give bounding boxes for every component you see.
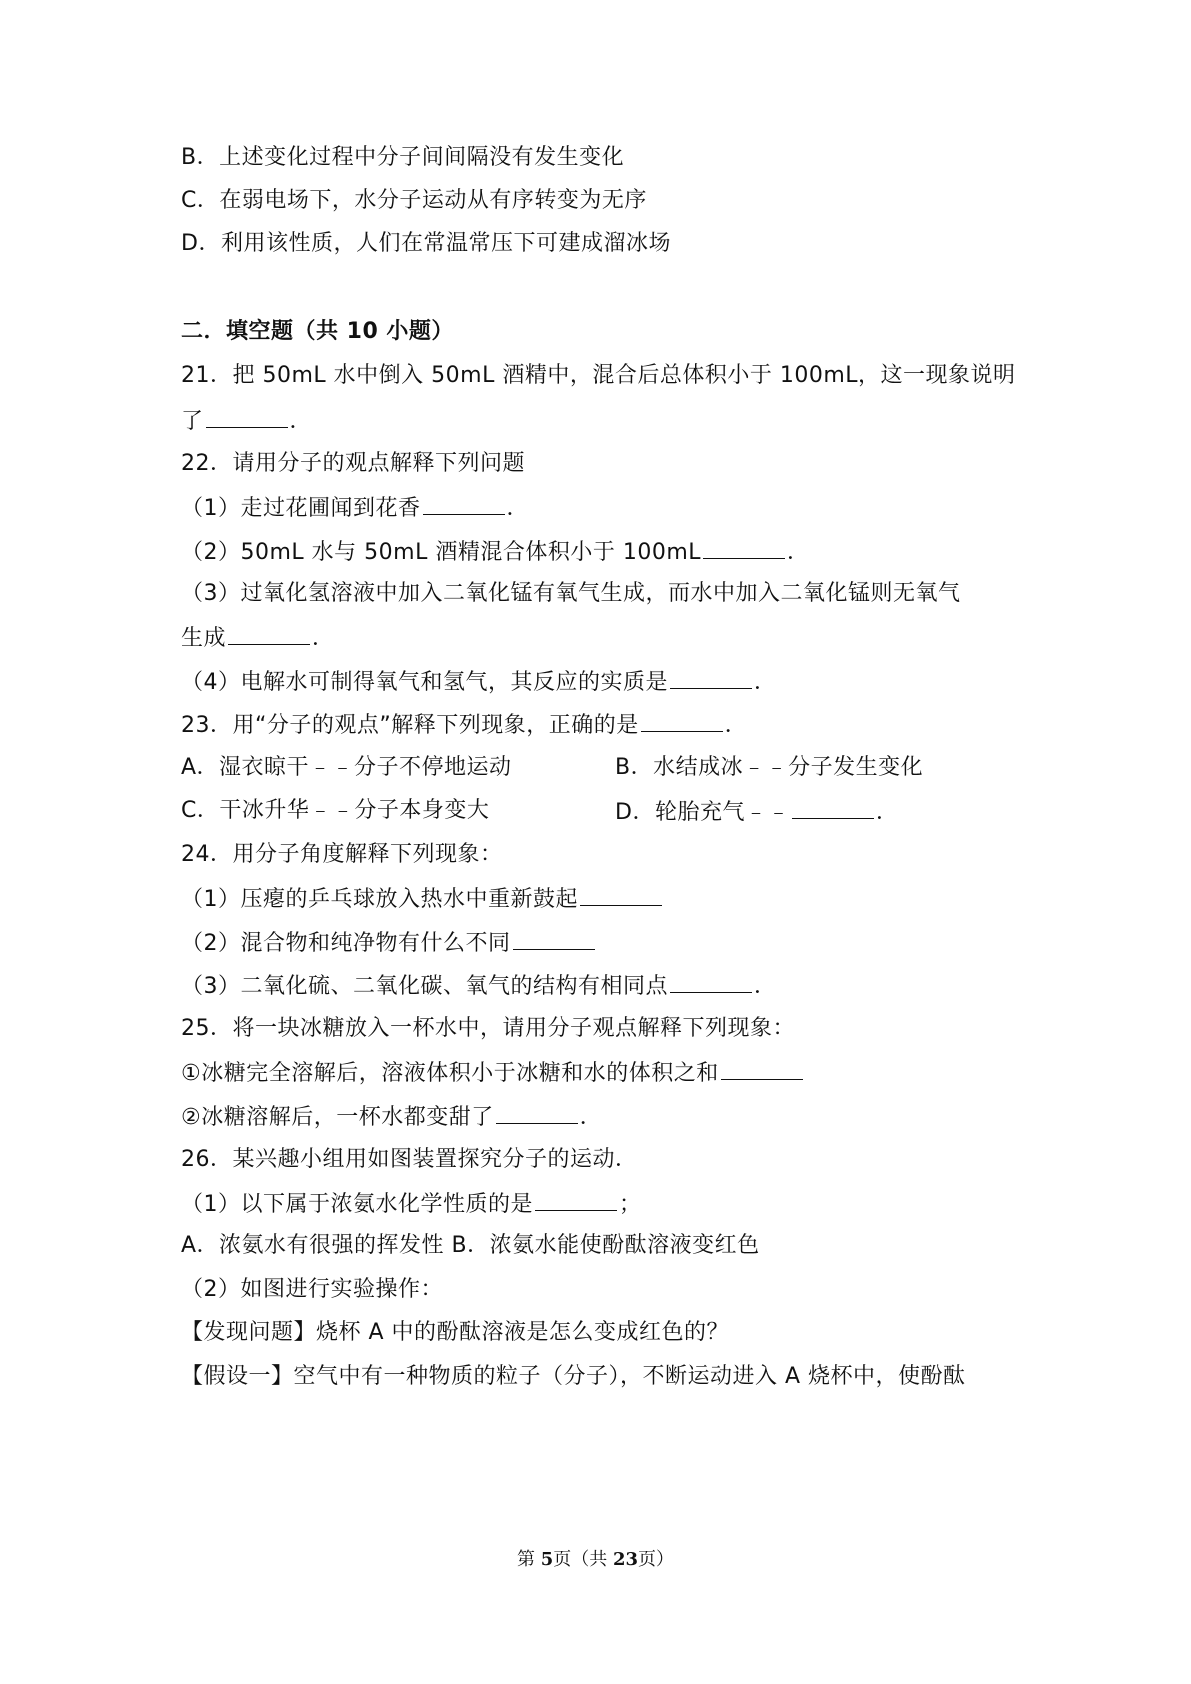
q24-part3-text: （3）二氧化硫、二氧化碳、氧气的结构有相同点 <box>181 974 668 999</box>
q26-discover: 【发现问题】烧杯 A 中的酚酞溶液是怎么变成红色的？ <box>181 1320 730 1345</box>
answer-blank[interactable] <box>206 405 288 428</box>
q23-option-d <box>615 796 898 828</box>
q25-part2 <box>181 1101 602 1133</box>
q22-part3-line1: （3）过氧化氢溶液中加入二氧化锰有氧气生成，而水中加入二氧化锰则无氧气 <box>181 581 961 606</box>
answer-blank[interactable] <box>580 883 662 906</box>
q26-part1-end: ； <box>619 1192 642 1217</box>
total-pages: 23 <box>612 1549 639 1570</box>
answer-blank[interactable] <box>513 927 595 950</box>
current-page-number: 5 <box>540 1549 554 1570</box>
q22-part3-text: 生成 <box>181 626 227 651</box>
q23-stem-end: ． <box>724 713 748 738</box>
q22-part2-text: （2）50mL 水与 50mL 酒精混合体积小于 100mL <box>181 540 702 565</box>
q23-row1 <box>181 753 512 783</box>
q21-line2-pre: 了 <box>181 409 204 434</box>
q23-option-a: A．湿衣晾干﹣﹣分子不停地运动 <box>181 755 512 780</box>
answer-blank[interactable] <box>228 622 310 645</box>
option-c-prev: C．在弱电场下，水分子运动从有序转变为无序 <box>181 188 647 213</box>
q24-part3-end: ． <box>754 974 777 999</box>
q23-stem-text: 23．用“分子的观点”解释下列现象，正确的是 <box>181 713 639 738</box>
q21-line2-post: ． <box>289 409 313 434</box>
answer-blank[interactable] <box>641 709 723 732</box>
q25-part1 <box>181 1057 805 1089</box>
q26-part1-text: （1）以下属于浓氨水化学性质的是 <box>181 1192 533 1217</box>
q23-option-d-text: D．轮胎充气﹣﹣ <box>615 800 790 825</box>
q21-line2 <box>181 405 312 437</box>
answer-blank[interactable] <box>423 492 505 515</box>
q25-part2-text: ②冰糖溶解后，一杯水都变甜了 <box>181 1105 494 1130</box>
q26-part1 <box>181 1188 642 1220</box>
q22-part3-end: ． <box>312 626 335 651</box>
answer-blank[interactable] <box>721 1057 803 1080</box>
q24-part3 <box>181 970 777 1002</box>
q25-part1-text: ①冰糖完全溶解后，溶液体积小于冰糖和水的体积之和 <box>181 1061 719 1086</box>
q21-line1: 21．把 50mL 水中倒入 50mL 酒精中，混合后总体积小于 100mL，这一现象说明 <box>181 363 1016 388</box>
q26-options: A．浓氨水有很强的挥发性 B．浓氨水能使酚酞溶液变红色 <box>181 1233 760 1258</box>
q24-stem: 24．用分子角度解释下列现象： <box>181 842 503 867</box>
section-heading: 二．填空题（共 10 小题） <box>181 319 454 344</box>
q24-part2-text: （2）混合物和纯净物有什么不同 <box>181 931 511 956</box>
answer-blank[interactable] <box>496 1101 578 1124</box>
q22-part1-text: （1）走过花圃闻到花香 <box>181 496 421 521</box>
q22-part4-end: ． <box>754 670 777 695</box>
answer-blank[interactable] <box>792 796 874 819</box>
footer-prefix: 第 <box>516 1549 541 1570</box>
q26-stem: 26．某兴趣小组用如图装置探究分子的运动． <box>181 1147 638 1172</box>
q22-part4-text: （4）电解水可制得氧气和氢气，其反应的实质是 <box>181 670 668 695</box>
page-footer <box>0 1545 1191 1571</box>
q22-part1-end: ． <box>506 496 530 521</box>
footer-suffix: 页） <box>638 1549 675 1570</box>
q24-part1-text: （1）压瘪的乒乓球放入热水中重新鼓起 <box>181 887 578 912</box>
q22-part1 <box>181 492 529 524</box>
q26-hypothesis: 【假设一】空气中有一种物质的粒子（分子），不断运动进入 A 烧杯中，使酚酞 <box>181 1364 966 1389</box>
answer-blank[interactable] <box>670 970 752 993</box>
answer-blank[interactable] <box>703 536 785 559</box>
q22-part4 <box>181 666 777 698</box>
q23-option-d-end: ． <box>875 800 899 825</box>
footer-middle: 页（共 <box>553 1549 613 1570</box>
option-d-prev: D．利用该性质，人们在常温常压下可建成溜冰场 <box>181 231 671 256</box>
q26-part2: （2）如图进行实验操作： <box>181 1277 443 1302</box>
q22-part3-line2 <box>181 622 335 654</box>
option-b-prev: B．上述变化过程中分子间间隔没有发生变化 <box>181 145 625 170</box>
q23-option-b: B．水结成冰﹣﹣分子发生变化 <box>615 755 924 780</box>
q22-stem: 22．请用分子的观点解释下列问题 <box>181 451 525 476</box>
q22-part2 <box>181 536 810 568</box>
q25-stem: 25．将一块冰糖放入一杯水中，请用分子观点解释下列现象： <box>181 1016 795 1041</box>
answer-blank[interactable] <box>535 1188 617 1211</box>
q22-part2-end: ． <box>787 540 810 565</box>
answer-blank[interactable] <box>670 666 752 689</box>
q23-stem <box>181 709 747 741</box>
q23-option-c: C．干冰升华﹣﹣分子本身变大 <box>181 798 490 823</box>
q24-part2 <box>181 927 597 959</box>
q24-part1 <box>181 883 664 915</box>
q25-part2-end: ． <box>579 1105 603 1130</box>
